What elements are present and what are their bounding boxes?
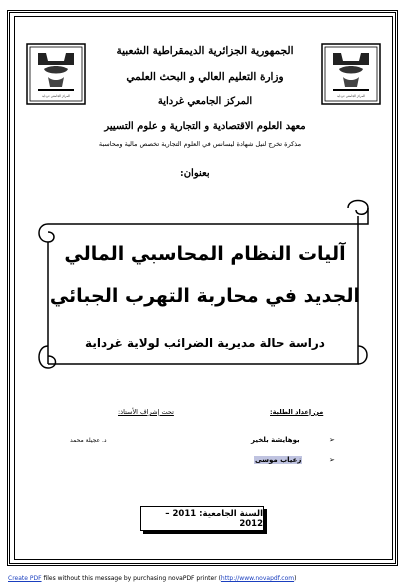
pdf-footer [8, 575, 296, 582]
logo-caption: المركز الجامعي غرداية [41, 94, 71, 98]
footer-text: files without this message by purchasing novaPDF printer ( [41, 575, 221, 582]
preparation-label: من إعداد الطلبة: [270, 408, 324, 416]
create-pdf-link[interactable]: Create PDF [8, 575, 42, 582]
header-ministry: وزارة التعليم العالي و البحث العلمي [126, 71, 284, 83]
student-name: زعياب موسى [255, 456, 302, 464]
novapdf-url-link[interactable]: http://www.novapdf.com [220, 575, 295, 582]
academic-year: السنة الجامعية: 2011 – 2012 [165, 508, 263, 529]
university-logo-right [321, 43, 381, 105]
arrow-bullet-icon: ➢ [329, 436, 335, 444]
arrow-bullet-icon: ➢ [329, 456, 335, 464]
logo-caption: المركز الجامعي غرداية [336, 94, 366, 98]
title-label: بعنوان: [180, 168, 210, 179]
student-name: بوهايشة بلخير [251, 436, 300, 444]
university-logo-left [26, 43, 86, 105]
thesis-title-line-2: الجديد في محاربة التهرب الجبائي [49, 285, 360, 307]
header-center: المركز الجامعي غرداية [157, 96, 253, 107]
footer-text-end: ) [294, 575, 297, 582]
thesis-subtitle: دراسة حالة مديرية الضرائب لولاية غرداية [85, 336, 325, 350]
supervision-label: تحت إشراف الأستاذ: [118, 408, 174, 416]
header-memo: مذكرة تخرج لنيل شهادة ليسانس في العلوم التجارية تخصص مالية ومحاسبة [98, 140, 302, 148]
thesis-title-line-1: آليات النظام المحاسبي المالي [64, 243, 346, 265]
header-institute: معهد العلوم الاقتصادية و التجارية و علوم التسيير [104, 121, 306, 132]
academic-year-box [140, 506, 264, 531]
supervisor-name: د. عجيلة محمد [70, 437, 107, 444]
header-republic: الجمهورية الجزائرية الديمقراطية الشعبية [116, 45, 294, 57]
